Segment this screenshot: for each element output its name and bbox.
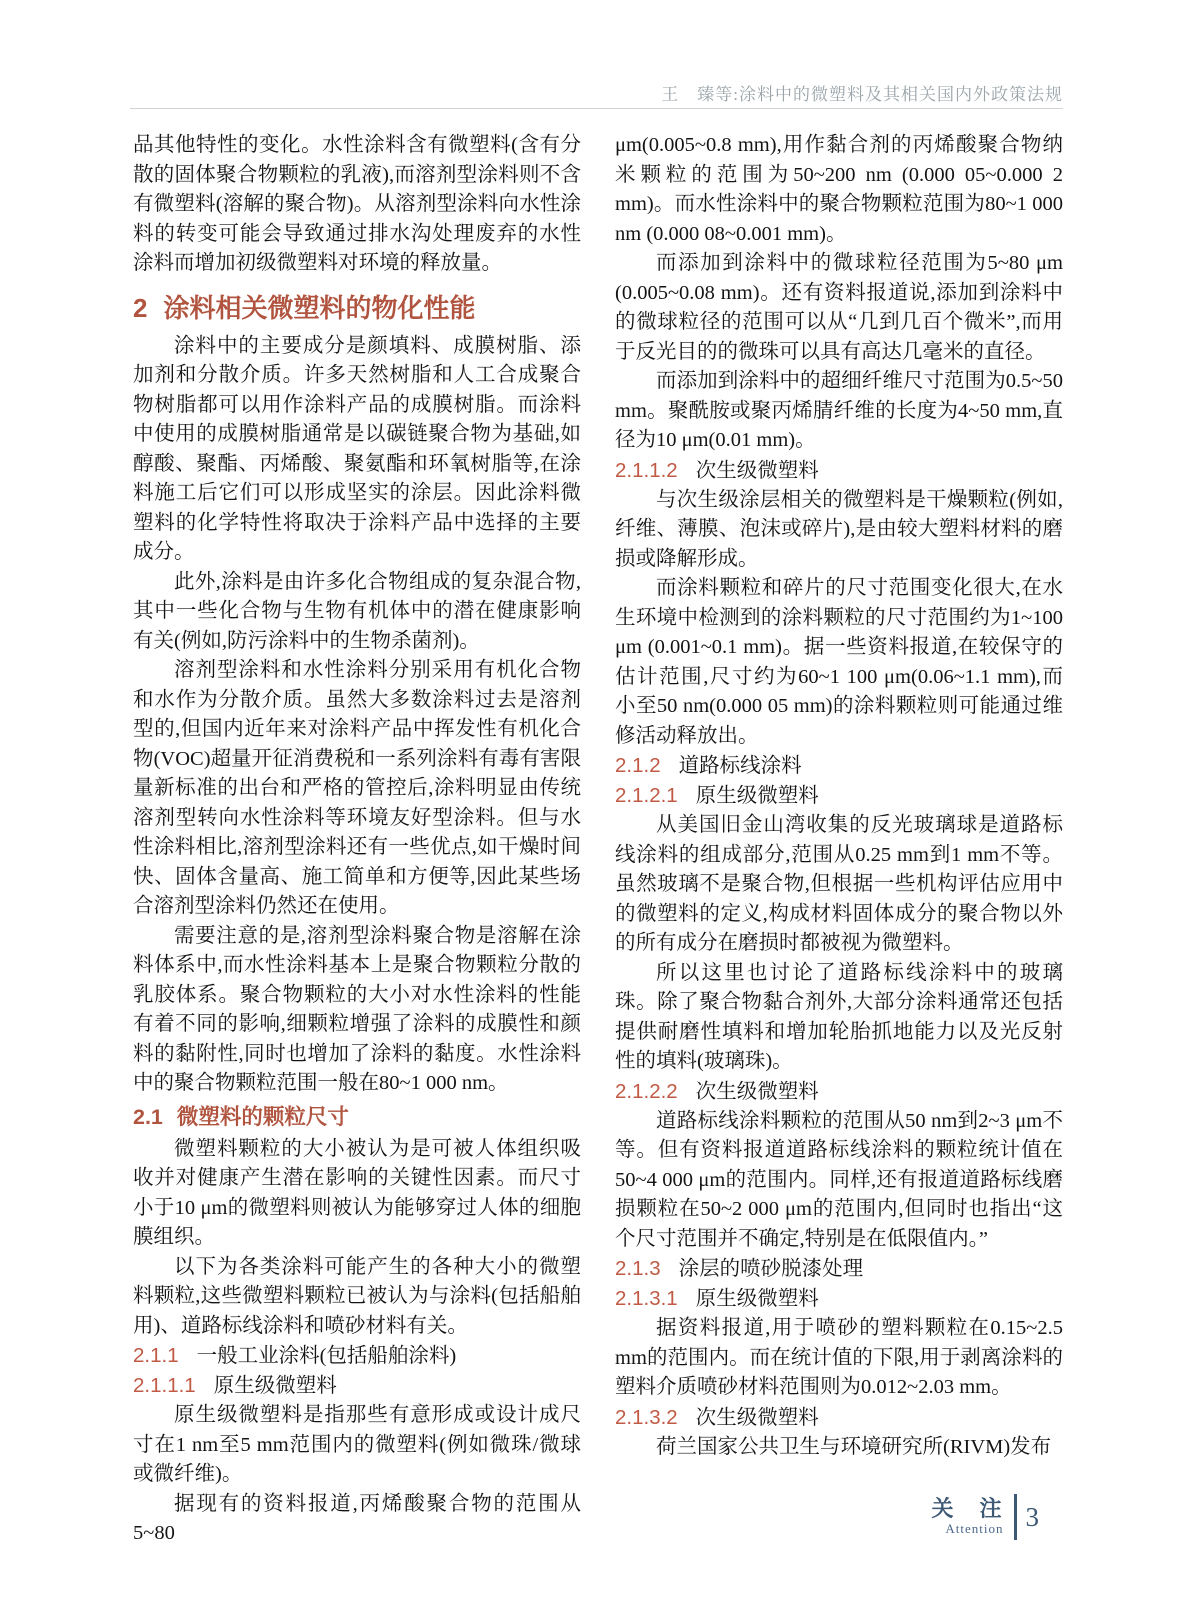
two-column-body (133, 131, 1063, 1549)
subsection-heading-2-1-3-2 (615, 1403, 1063, 1433)
section-number: 2.1.3.2 (615, 1405, 678, 1429)
subsection-heading-2-1-2-2 (615, 1077, 1063, 1107)
paragraph: 据现有的资料报道,丙烯酸聚合物的范围从5~80 (133, 1492, 581, 1544)
section-title: 次生级微塑料 (695, 1080, 819, 1103)
page-footer (931, 1494, 1039, 1540)
section-number: 2.1.1 (133, 1344, 179, 1367)
paragraph: 道路标线涂料颗粒的范围从50 nm到2~3 μm不等。但有资料报道道路标线涂料的颗粒统计值在50~4 000 μm的范围内。同样,还有报道道路标线磨损颗粒在50~2 000 μm的范围内,但同时也指出“这个尺寸范围并不确定,特别是在低限值内。” (615, 1109, 1063, 1250)
subsection-heading-2-1-3 (615, 1254, 1063, 1284)
paragraph: μm(0.005~0.8 mm),用作黏合剂的丙烯酸聚合物纳米颗粒的范围为50~200 nm (0.000 05~0.000 2 mm)。而水性涂料中的聚合物颗粒范围为80~1 000 nm (0.000 08~0.001 mm)。 (615, 134, 1063, 245)
paragraph: 此外,涂料是由许多化合物组成的复杂混合物,其中一些化合物与生物有机体中的潜在健康影响有关(例如,防污涂料中的生物杀菌剂)。 (133, 570, 581, 652)
section-title: 次生级微塑料 (695, 459, 819, 482)
paragraph: 品其他特性的变化。水性涂料含有微塑料(含有分散的固体聚合物颗粒的乳液),而溶剂型涂料则不含有微塑料(溶解的聚合物)。从溶剂型涂料向水性涂料的转变可能会导致通过排水沟处理废弃的水性涂料而增加初级微塑料对环境的释放量。 (133, 134, 581, 274)
section-heading-2 (133, 291, 581, 325)
running-title: 王 臻等:涂料中的微塑料及其相关国内外政策法规 (661, 85, 1063, 104)
page-number: 3 (1025, 1501, 1039, 1532)
subsection-heading-2-1 (133, 1102, 581, 1133)
paragraph: 溶剂型涂料和水性涂料分别采用有机化合物和水作为分散介质。虽然大多数涂料过去是溶剂型的,但国内近年来对涂料产品中挥发性有机化合物(VOC)超量开征消费税和一系列涂料有毒有害限量新标准的出台和严格的管控后,涂料明显由传统溶剂型转向水性涂料等环境友好型涂料。但与水性涂料相比,溶剂型涂料还有一些优点,如干燥时间快、固体含量高、施工简单和方便等,因此某些场合溶剂型涂料仍然还在使用。 (133, 659, 581, 917)
section-title: 涂料相关微塑料的物化性能 (163, 292, 476, 323)
section-number: 2.1.2.1 (615, 784, 678, 807)
section-number: 2.1.3.1 (615, 1287, 678, 1310)
section-number: 2.1.3 (615, 1257, 661, 1280)
paragraph: 荷兰国家公共卫生与环境研究所(RIVM)发布 (656, 1435, 1052, 1458)
section-title: 原生级微塑料 (695, 1288, 819, 1310)
section-title: 道路标线涂料 (678, 755, 802, 777)
paragraph: 而涂料颗粒和碎片的尺寸范围变化很大,在水生环境中检测到的涂料颗粒的尺寸范围约为1~100 μm (0.001~0.1 mm)。据一些资料报道,在较保守的估计范围,尺寸约为60~1 100 μm(0.06~1.1 mm),而小至50 nm(0.000 05 mm)的涂料颗粒则可能通过维修活动释放出。 (615, 577, 1063, 747)
section-number: 2 (133, 292, 148, 323)
paragraph: 据资料报道,用于喷砂的塑料颗粒在0.15~2.5 mm的范围内。而在统计值的下限,用于剥离涂料的塑料介质喷砂材料范围则为0.012~2.03 mm。 (615, 1317, 1063, 1398)
paragraph: 涂料中的主要成分是颜填料、成膜树脂、添加剂和分散介质。许多天然树脂和人工合成聚合物树脂都可以用作涂料产品的成膜树脂。而涂料中使用的成膜树脂通常是以碳链聚合物为基础,如醇酸、聚酯、丙烯酸、聚氨酯和环氧树脂等,在涂料施工后它们可以形成坚实的涂层。因此涂料微塑料的化学特性将取决于涂料产品中选择的主要成分。 (133, 334, 581, 563)
header-rule (130, 108, 1063, 109)
subsection-heading-2-1-2 (615, 751, 1063, 781)
right-column (615, 131, 1063, 1549)
section-title: 涂层的喷砂脱漆处理 (678, 1258, 864, 1280)
subsection-heading-2-1-1-1 (133, 1371, 581, 1401)
subsection-heading-2-1-3-1 (615, 1284, 1063, 1314)
section-title: 次生级微塑料 (695, 1406, 819, 1429)
section-title: 一般工业涂料(包括船舶涂料) (196, 1345, 457, 1367)
paragraph: 原生级微塑料是指那些有意形成或设计成尺寸在1 nm至5 mm范围内的微塑料(例如微珠/微球或微纤维)。 (133, 1404, 581, 1485)
section-title: 原生级微塑料 (213, 1375, 337, 1397)
paragraph: 以下为各类涂料可能产生的各种大小的微塑料颗粒,这些微塑料颗粒已被认为与涂料(包括船舶用)、道路标线涂料和喷砂材料有关。 (133, 1255, 581, 1337)
left-column (133, 131, 581, 1549)
section-title: 微塑料的颗粒尺寸 (176, 1104, 349, 1129)
section-number: 2.1.2 (615, 754, 661, 777)
footer-section-cn: 关 注 (931, 1496, 1004, 1521)
subsection-heading-2-1-1 (133, 1341, 581, 1371)
section-number: 2.1.1.2 (615, 458, 678, 482)
paragraph: 所以这里也讨论了道路标线涂料中的玻璃珠。除了聚合物黏合剂外,大部分涂料通常还包括提供耐磨性填料和增加轮胎抓地能力以及光反射性的填料(玻璃珠)。 (615, 961, 1063, 1072)
paragraph: 从美国旧金山湾收集的反光玻璃球是道路标线涂料的组成部分,范围从0.25 mm到1 mm不等。虽然玻璃不是聚合物,但根据一些机构评估应用中的微塑料的定义,构成材料固体成分的聚合物以外的所有成分在磨损时都被视为微塑料。 (615, 814, 1063, 954)
paragraph: 而添加到涂料中的超细纤维尺寸范围为0.5~50 mm。聚酰胺或聚丙烯腈纤维的长度为4~50 mm,直径为10 μm(0.01 mm)。 (615, 370, 1063, 451)
footer-section-label (931, 1497, 1013, 1537)
paragraph: 需要注意的是,溶剂型涂料聚合物是溶解在涂料体系中,而水性涂料基本上是聚合物颗粒分散的乳胶体系。聚合物颗粒的大小对水性涂料的性能有着不同的影响,细颗粒增强了涂料的成膜性和颜料的黏附性,同时也增加了涂料的黏度。水性涂料中的聚合物颗粒范围一般在80~1 000 nm。 (133, 924, 581, 1094)
footer-section-en: Attention (945, 1521, 1004, 1536)
section-number: 2.1.1.1 (133, 1374, 196, 1397)
subsection-heading-2-1-1-2 (615, 456, 1063, 486)
section-number: 2.1.2.2 (615, 1079, 678, 1103)
paragraph: 而添加到涂料中的微球粒径范围为5~80 μm (0.005~0.08 mm)。还有资料报道说,添加到涂料中的微球粒径的范围可以从“几到几百个微米”,而用于反光目的的微珠可以具有高达几毫米的直径。 (615, 252, 1063, 363)
subsection-heading-2-1-2-1 (615, 781, 1063, 811)
section-number: 2.1 (133, 1104, 163, 1129)
paragraph: 微塑料颗粒的大小被认为是可被人体组织吸收并对健康产生潜在影响的关键性因素。而尺寸小于10 μm的微塑料则被认为能够穿过人体的细胞膜组织。 (133, 1137, 581, 1248)
paragraph: 与次生级涂层相关的微塑料是干燥颗粒(例如,纤维、薄膜、泡沫或碎片),是由较大塑料材料的磨损或降解形成。 (615, 488, 1063, 570)
section-title: 原生级微塑料 (695, 785, 819, 807)
